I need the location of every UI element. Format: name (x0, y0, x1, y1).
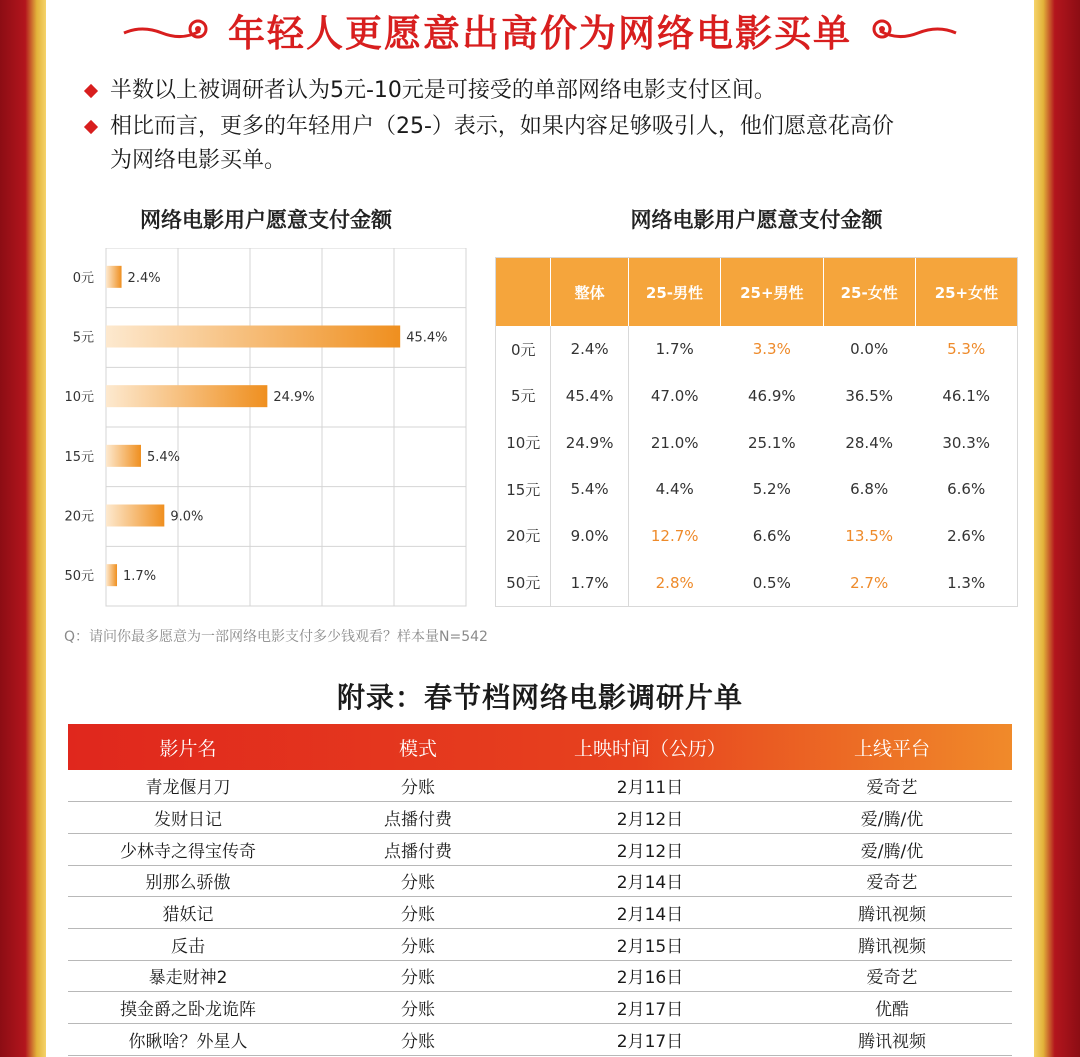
table-cell: 24.9% (551, 419, 628, 466)
payment-table-header (496, 258, 1017, 326)
diamond-bullet-icon (84, 120, 98, 134)
table-row (68, 960, 1012, 992)
data-label: 1.7% (123, 569, 157, 585)
film-table-header (68, 724, 1012, 770)
survey-note: Q：请问你最多愿意为一部网络电影支付多少钱观看？样本量N=542 (64, 629, 488, 645)
column-header: 整体 (551, 258, 628, 326)
appendix-title: 附录：春节档网络电影调研片单 (336, 681, 743, 714)
column-header: 上线平台 (853, 737, 930, 760)
column-header: 影片名 (159, 737, 217, 760)
table-cell: 腾讯视频 (772, 928, 1012, 960)
table-cell: 发财日记 (68, 802, 308, 834)
table-row (68, 802, 1012, 834)
column-header: 25+男性 (721, 258, 823, 326)
table-cell: 猎妖记 (68, 897, 308, 929)
data-label: 2.4% (127, 270, 161, 286)
page-title: 年轻人更愿意出高价为网络电影买单 (228, 12, 852, 55)
bullet-text-continued: 为网络电影买单。 (110, 148, 287, 173)
cloud-ornament-left-icon (122, 15, 212, 45)
table-cell: 2月14日 (528, 897, 772, 929)
content-panel (46, 0, 1034, 1057)
table-cell: 2月17日 (528, 1024, 772, 1056)
table-cell: 1.7% (551, 559, 628, 606)
bar-chart (56, 248, 486, 610)
table-row (68, 928, 1012, 960)
bar (106, 564, 117, 586)
table-row (68, 897, 1012, 929)
table-cell: 腾讯视频 (772, 897, 1012, 929)
table-row (496, 513, 1017, 560)
film-list-table (68, 724, 1012, 1056)
category-label: 20元 (64, 509, 94, 525)
table-cell: 1.7% (655, 340, 694, 359)
table-row (68, 833, 1012, 865)
table-cell: 2月12日 (528, 802, 772, 834)
data-label: 45.4% (406, 330, 448, 346)
table-cell: 2月16日 (528, 960, 772, 992)
table-cell: 分账 (308, 897, 528, 929)
table-cell: 6.6% (947, 480, 986, 499)
table-cell: 2月15日 (528, 928, 772, 960)
table-chart-title: 网络电影用户愿意支付金额 (630, 208, 883, 232)
table-cell: 45.4% (551, 373, 628, 420)
table-cell: 爱奇艺 (772, 960, 1012, 992)
table-cell: 少林寺之得宝传奇 (68, 833, 308, 865)
table-row (68, 770, 1012, 802)
table-cell: 47.0% (650, 386, 699, 405)
data-label: 5.4% (146, 449, 181, 465)
table-cell: 28.4% (845, 433, 893, 452)
row-label: 50元 (496, 559, 551, 606)
table-cell: 别那么骄傲 (68, 865, 308, 897)
bar (106, 505, 164, 527)
table-cell: 0.5% (752, 573, 791, 592)
bar (106, 445, 141, 467)
table-cell: 12.7% (650, 526, 699, 545)
category-label: 0元 (72, 270, 94, 286)
table-cell: 1.3% (947, 573, 986, 592)
table-cell: 分账 (308, 928, 528, 960)
table-row (496, 326, 1017, 373)
table-cell: 36.5% (845, 386, 893, 405)
row-label: 0元 (496, 326, 551, 373)
table-cell: 2.6% (947, 526, 986, 545)
category-label: 5元 (72, 330, 94, 346)
bullet-text: 半数以上被调研者认为5元-10元是可接受的单部网络电影支付区间。 (110, 78, 776, 103)
column-header: 25-男性 (628, 258, 720, 326)
table-cell: 0.0% (850, 340, 889, 359)
column-header: 上映时间（公历） (573, 737, 726, 760)
data-label: 24.9% (273, 390, 315, 406)
bar (106, 266, 122, 288)
table-cell: 腾讯视频 (772, 1024, 1012, 1056)
table-cell: 2.4% (551, 326, 628, 373)
table-cell: 分账 (308, 992, 528, 1024)
table-row (68, 865, 1012, 897)
table-cell: 爱奇艺 (772, 865, 1012, 897)
bullet-list (84, 74, 1024, 180)
cloud-ornament-right-icon (868, 15, 958, 45)
table-row (496, 559, 1017, 606)
payment-table (496, 258, 1017, 606)
bar (106, 326, 400, 348)
bar-chart-title: 网络电影用户愿意支付金额 (140, 208, 392, 232)
table-cell: 2.8% (655, 573, 694, 592)
table-cell: 2月11日 (528, 770, 772, 802)
category-label: 10元 (64, 390, 94, 406)
table-cell: 爱/腾/优 (772, 802, 1012, 834)
table-row (68, 1024, 1012, 1056)
header (46, 4, 1034, 56)
table-cell: 分账 (308, 1024, 528, 1056)
table-cell: 2月12日 (528, 833, 772, 865)
table-cell: 13.5% (845, 526, 893, 545)
column-header: 25+女性 (915, 258, 1017, 326)
table-cell: 25.1% (747, 433, 796, 452)
table-cell: 9.0% (551, 513, 628, 560)
column-header: 模式 (398, 737, 437, 760)
row-label: 5元 (496, 373, 551, 420)
table-cell: 4.4% (655, 480, 694, 499)
diamond-bullet-icon (84, 84, 98, 98)
table-cell: 分账 (308, 770, 528, 802)
table-cell: 2月14日 (528, 865, 772, 897)
table-cell: 6.8% (850, 480, 889, 499)
table-cell: 21.0% (650, 433, 699, 452)
category-label: 50元 (64, 569, 94, 585)
row-label: 10元 (496, 419, 551, 466)
bullet-text: 相比而言，更多的年轻用户（25-）表示，如果内容足够吸引人，他们愿意花高价 (110, 114, 894, 139)
table-cell: 暴走财神2 (68, 960, 308, 992)
table-cell: 30.3% (942, 433, 990, 452)
table-cell: 2.7% (850, 573, 889, 592)
bullet-item (84, 110, 1024, 178)
table-cell: 6.6% (752, 526, 791, 545)
table-cell: 5.3% (947, 340, 986, 359)
table-row (496, 419, 1017, 466)
table-row (496, 373, 1017, 420)
table-cell: 5.2% (752, 480, 791, 499)
table-cell: 优酷 (772, 992, 1012, 1024)
table-cell: 点播付费 (308, 833, 528, 865)
table-cell: 反击 (68, 928, 308, 960)
header-corner-cell (496, 258, 551, 326)
table-cell: 你瞅啥？外星人 (68, 1024, 308, 1056)
data-label: 9.0% (170, 509, 204, 525)
table-cell: 5.4% (551, 466, 628, 513)
left-frame-border (0, 0, 46, 1057)
right-frame-border (1034, 0, 1080, 1057)
row-label: 20元 (496, 513, 551, 560)
bar (106, 385, 267, 407)
table-row (68, 992, 1012, 1024)
table-cell: 点播付费 (308, 802, 528, 834)
table-cell: 青龙偃月刀 (68, 770, 308, 802)
table-cell: 46.9% (747, 386, 796, 405)
table-cell: 分账 (308, 960, 528, 992)
row-label: 15元 (496, 466, 551, 513)
column-header: 25-女性 (823, 258, 915, 326)
table-cell: 2月17日 (528, 992, 772, 1024)
table-cell: 46.1% (942, 386, 990, 405)
category-label: 15元 (64, 449, 94, 465)
table-row (496, 466, 1017, 513)
table-cell: 爱奇艺 (772, 770, 1012, 802)
table-cell: 分账 (308, 865, 528, 897)
table-cell: 爱/腾/优 (772, 833, 1012, 865)
table-cell: 3.3% (752, 340, 791, 359)
bullet-item (84, 74, 1024, 108)
table-cell: 摸金爵之卧龙诡阵 (68, 992, 308, 1024)
